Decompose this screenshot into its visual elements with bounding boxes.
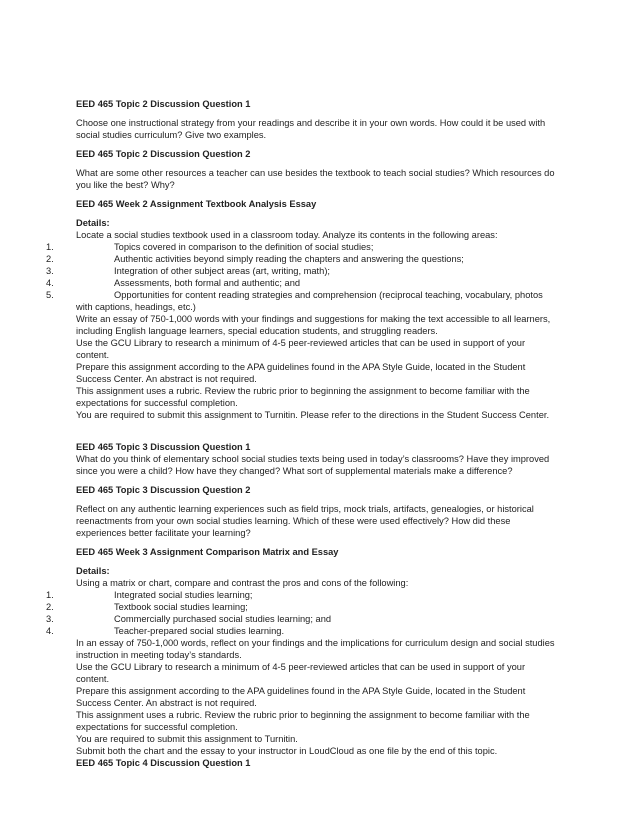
- week3-details-label: Details:: [76, 566, 110, 576]
- week3-intro: Using a matrix or chart, compare and contrast the pros and cons of the following:: [76, 578, 409, 588]
- list-item-text: Commercially purchased social studies learning; and: [114, 614, 332, 624]
- topic2-question1-heading: EED 465 Topic 2 Discussion Question 1: [76, 99, 251, 109]
- list-item: [46, 601, 556, 613]
- week2-assignment-heading: EED 465 Week 2 Assignment Textbook Analysis Essay: [76, 199, 317, 209]
- week2-apa-instructions: Prepare this assignment according to the APA guidelines found in the APA Style Guide, located in the Student Success Center. An abstract is not required.: [76, 362, 526, 384]
- week3-rubric-instructions: This assignment uses a rubric. Review the rubric prior to beginning the assignment to become familiar with the expectations for successful completion.: [76, 710, 530, 732]
- list-number: 1.: [46, 242, 54, 252]
- list-item: [46, 625, 556, 637]
- week3-turnitin-instructions: You are required to submit this assignment to Turnitin.: [76, 734, 298, 744]
- list-number: 2.: [46, 254, 54, 264]
- list-number: 4.: [46, 626, 54, 636]
- topic2-question2-heading: EED 465 Topic 2 Discussion Question 2: [76, 149, 251, 159]
- list-number: 3.: [46, 266, 54, 276]
- list-item: [46, 289, 556, 313]
- list-item: [46, 241, 556, 253]
- topic3-question1-heading: EED 465 Topic 3 Discussion Question 1: [76, 442, 251, 452]
- list-number: 4.: [46, 278, 54, 288]
- list-number: 5.: [46, 290, 54, 300]
- list-item-text: Authentic activities beyond simply reading the chapters and answering the questions;: [114, 254, 464, 264]
- list-item: [46, 277, 556, 289]
- week2-rubric-instructions: This assignment uses a rubric. Review the rubric prior to beginning the assignment to become familiar with the expectations for successful completion.: [76, 386, 530, 408]
- list-item-text: Assessments, both formal and authentic; and: [114, 278, 301, 288]
- list-item-text: Integrated social studies learning;: [114, 590, 253, 600]
- week2-research-instructions: Use the GCU Library to research a minimum of 4-5 peer-reviewed articles that can be used in support of your content.: [76, 338, 526, 360]
- week3-apa-instructions: Prepare this assignment according to the APA guidelines found in the APA Style Guide, located in the Student Success Center. An abstract is not required.: [76, 686, 526, 708]
- week2-details-label: Details:: [76, 218, 110, 228]
- list-item-text: Integration of other subject areas (art, writing, math);: [114, 266, 330, 276]
- week3-assignment-heading: EED 465 Week 3 Assignment Comparison Matrix and Essay: [76, 547, 339, 557]
- week3-submission-instructions: Submit both the chart and the essay to your instructor in LoudCloud as one file by the end of this topic.: [76, 746, 498, 756]
- list-number: 2.: [46, 602, 54, 612]
- topic3-question2-heading: EED 465 Topic 3 Discussion Question 2: [76, 485, 251, 495]
- list-item: [46, 265, 556, 277]
- week2-intro: Locate a social studies textbook used in a classroom today. Analyze its contents in the following areas:: [76, 230, 498, 240]
- week3-essay-instructions: In an essay of 750-1,000 words, reflect on your findings and the implications for curriculum design and social studies instruction in meeting today’s standards.: [76, 638, 555, 660]
- document-body: [46, 98, 556, 769]
- topic4-question1-heading: EED 465 Topic 4 Discussion Question 1: [76, 758, 251, 768]
- list-item-text: Opportunities for content reading strategies and comprehension (reciprocal teaching, vocabulary, photos with captions, headings, etc.): [76, 290, 543, 312]
- week3-comparison-list: [46, 589, 556, 637]
- list-item: [46, 589, 556, 601]
- week2-essay-instructions: Write an essay of 750-1,000 words with your findings and suggestions for making the text accessible to all learners, including English language learners, special education students, and struggling readers.: [76, 314, 551, 336]
- week3-research-instructions: Use the GCU Library to research a minimum of 4-5 peer-reviewed articles that can be used in support of your content.: [76, 662, 526, 684]
- list-item-text: Teacher-prepared social studies learning.: [114, 626, 285, 636]
- topic3-question1-text: What do you think of elementary school social studies texts being used in today’s classrooms? Have they improved since you were a child? How have they changed? What sort of supplemental materials make a difference?: [76, 454, 550, 476]
- list-item: [46, 613, 556, 625]
- list-item: [46, 253, 556, 265]
- week2-turnitin-instructions: You are required to submit this assignment to Turnitin. Please refer to the directions in the Student Success Center.: [76, 410, 550, 420]
- list-number: 3.: [46, 614, 54, 624]
- topic2-question2-text: What are some other resources a teacher can use besides the textbook to teach social studies? Which resources do you like the best? Why?: [76, 168, 555, 190]
- topic2-question1-text: Choose one instructional strategy from your readings and describe it in your own words. How could it be used with social studies curriculum? Give two examples.: [76, 118, 546, 140]
- week2-analysis-list: [46, 241, 556, 313]
- list-number: 1.: [46, 590, 54, 600]
- topic3-question2-text: Reflect on any authentic learning experiences such as field trips, mock trials, artifacts, genealogies, or historical reenactments from your own social studies learning. Which of these were used effectively? How did these experiences better facilitate your learning?: [76, 504, 534, 538]
- list-item-text: Topics covered in comparison to the definition of social studies;: [114, 242, 374, 252]
- list-item-text: Textbook social studies learning;: [114, 602, 248, 612]
